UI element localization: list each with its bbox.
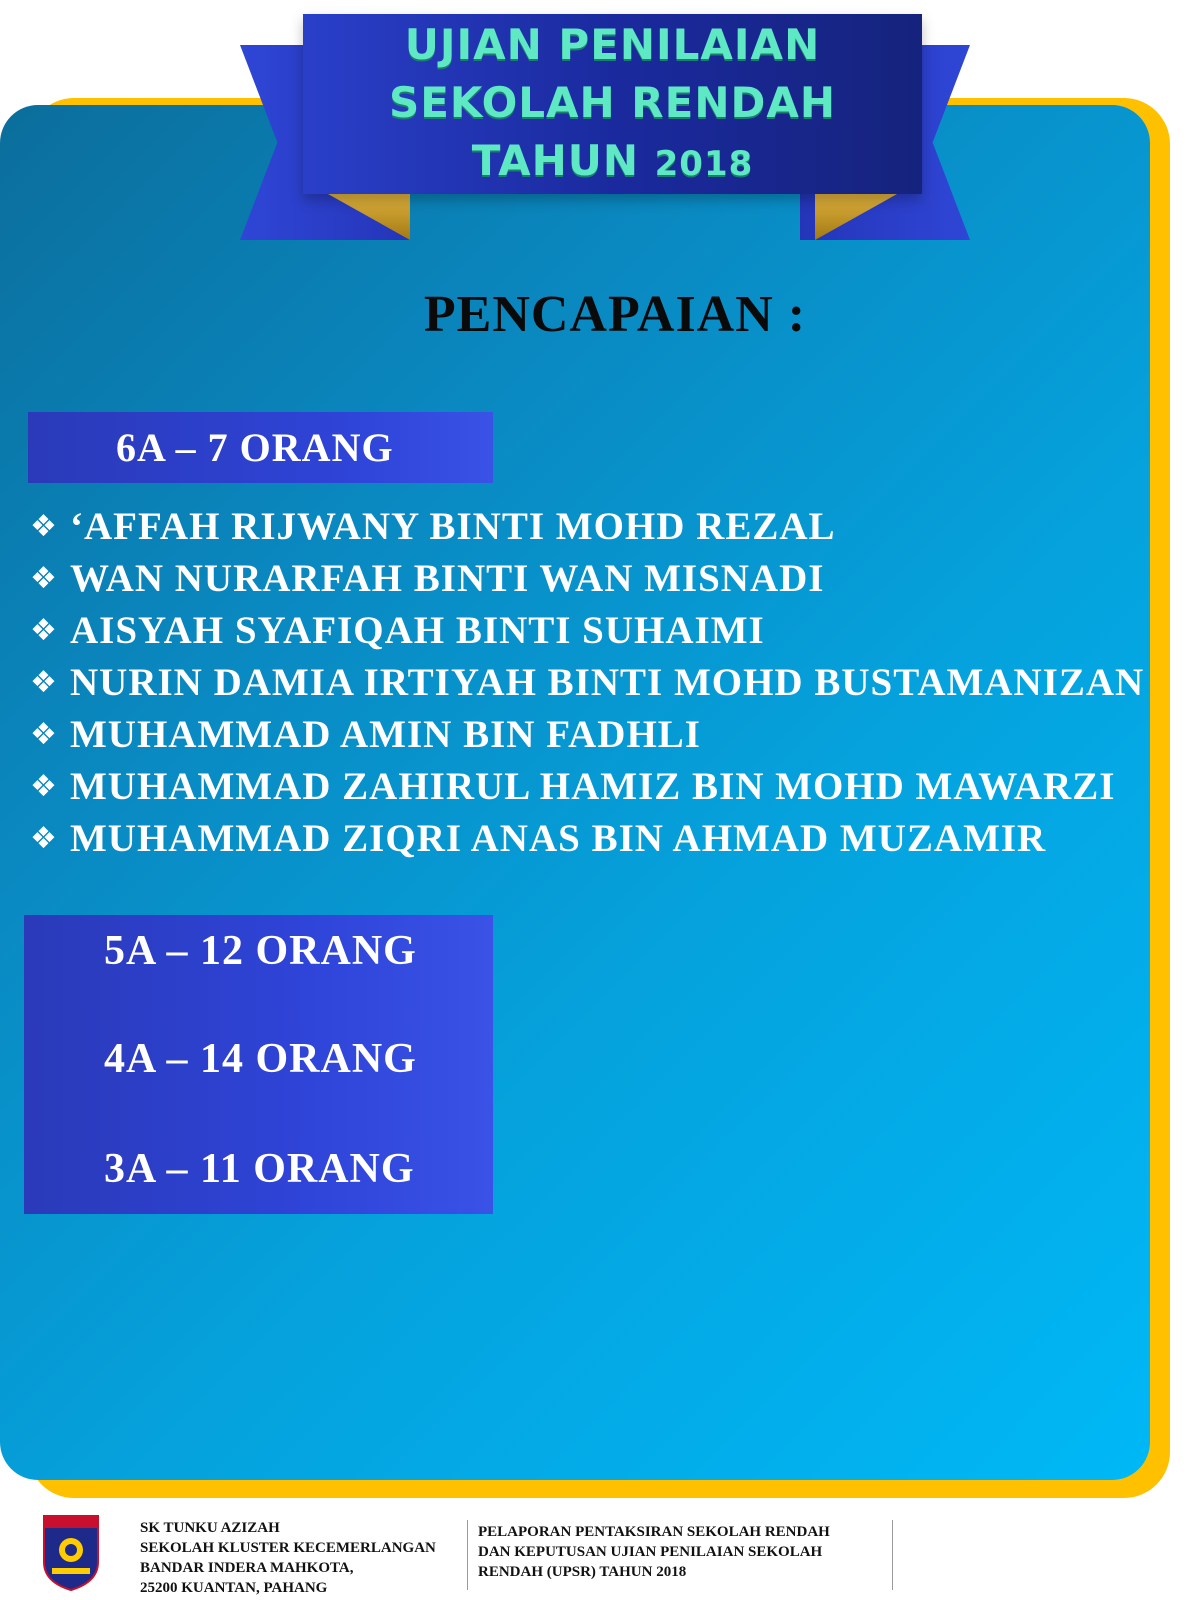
grade-6a-label: 6A – 7 ORANG [116,425,394,470]
student-name: MUHAMMAD AMIN BIN FADHLI [70,712,701,756]
page-heading: PENCAPAIAN : [423,286,807,343]
diamond-bullet-icon: ❖ [30,612,57,648]
diamond-bullet-icon: ❖ [30,508,57,544]
footer [0,1510,1200,1600]
school-address [140,1518,460,1598]
student-name: ‘AFFAH RIJWANY BINTI MOHD REZAL [70,504,836,548]
school-address-line-2: 25200 KUANTAN, PAHANG [140,1580,328,1596]
school-tagline: SEKOLAH KLUSTER KECEMERLANGAN [140,1540,436,1556]
list-item [30,656,1170,708]
list-item [30,552,1170,604]
report-title-line-1: PELAPORAN PENTAKSIRAN SEKOLAH RENDAH [478,1524,830,1540]
school-name: SK TUNKU AZIZAH [140,1520,280,1536]
list-item [30,708,1170,760]
grade-4a-label: 4A – 14 ORANG [104,1036,417,1082]
grade-6a-box [28,412,493,483]
banner-line-2: SEKOLAH RENDAH [388,77,837,127]
list-item [30,500,1170,552]
student-name: NURIN DAMIA IRTIYAH BINTI MOHD BUSTAMANIZAN [70,660,1145,704]
school-crest-icon [40,1512,102,1592]
student-name: MUHAMMAD ZIQRI ANAS BIN AHMAD MUZAMIR [70,816,1047,860]
student-name: MUHAMMAD ZAHIRUL HAMIZ BIN MOHD MAWARZI [70,764,1116,808]
student-name: WAN NURARFAH BINTI WAN MISNADI [70,556,825,600]
banner-line-3 [472,132,754,193]
diamond-bullet-icon: ❖ [30,768,57,804]
diamond-bullet-icon: ❖ [30,716,57,752]
diamond-bullet-icon: ❖ [30,664,57,700]
title-banner [303,14,922,194]
grade-5a-label: 5A – 12 ORANG [104,928,417,974]
footer-divider-right [892,1520,893,1590]
student-name: AISYAH SYAFIQAH BINTI SUHAIMI [70,608,765,652]
report-title [478,1522,878,1582]
banner-year: 2018 [654,143,754,184]
list-item [30,604,1170,656]
banner-line-1: UJIAN PENILAIAN [404,19,821,69]
diamond-bullet-icon: ❖ [30,820,57,856]
diamond-bullet-icon: ❖ [30,560,57,596]
report-title-line-2: DAN KEPUTUSAN UJIAN PENILAIAN SEKOLAH [478,1544,823,1560]
banner-year-word: TAHUN [471,135,640,185]
grades-summary-box [24,915,493,1214]
student-list [30,500,1170,864]
footer-divider [467,1520,468,1590]
school-address-line-1: BANDAR INDERA MAHKOTA, [140,1560,354,1576]
list-item [30,812,1170,864]
list-item [30,760,1170,812]
grade-3a-label: 3A – 11 ORANG [104,1146,415,1192]
report-title-line-3: RENDAH (UPSR) TAHUN 2018 [478,1564,687,1580]
